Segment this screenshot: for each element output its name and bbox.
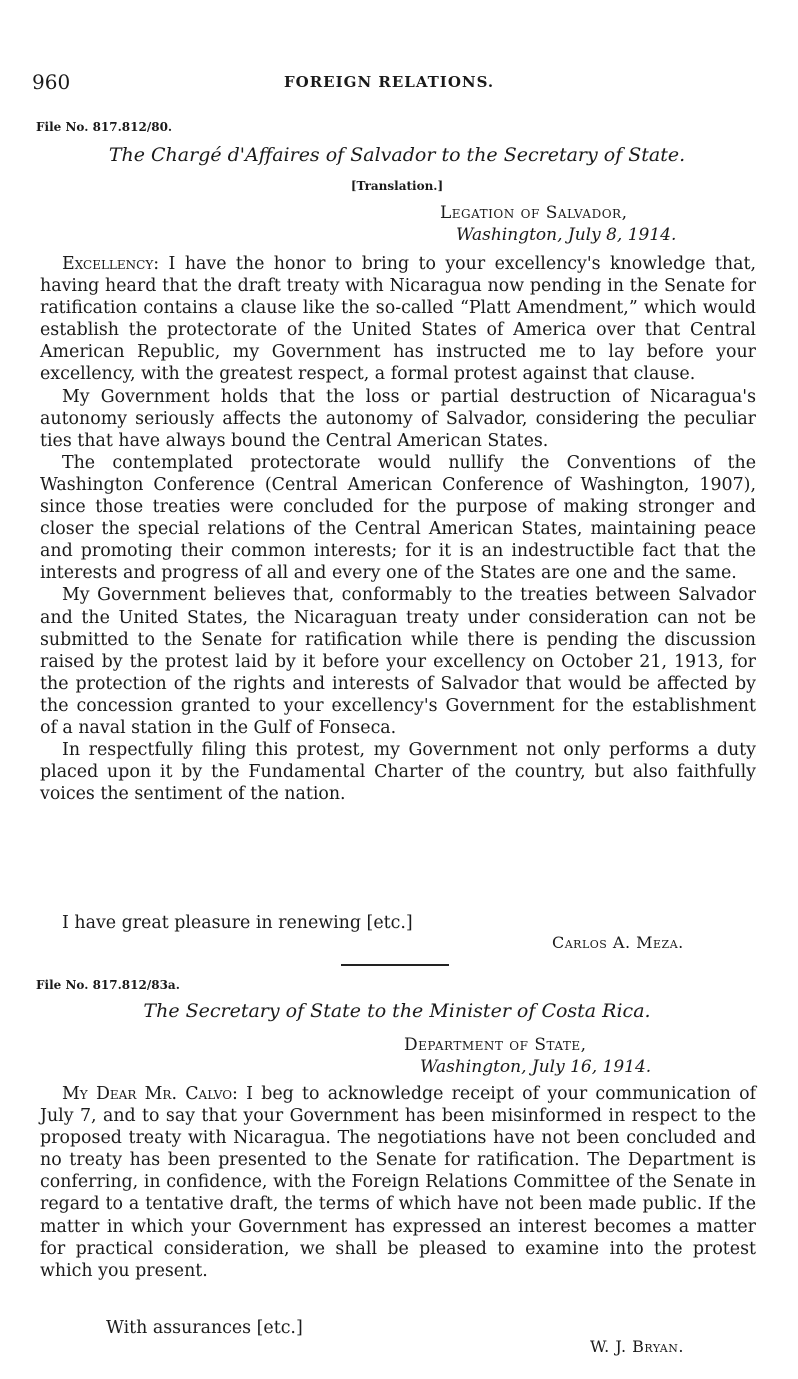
paragraph [40,253,756,386]
dateline-org-2: Department of State, [404,1035,587,1055]
letter-body-1 [40,253,756,805]
salutation-1: Excellency: [62,254,160,274]
paragraph-text: I beg to acknowledge receipt of your communication of July 7, and to say that your Government has been misinformed in respect to the proposed treaty with Nicaragua. The negotiations have not been concluded and no treaty has been presented to the Senate for ratification. The Department is conferring, in confidence, with the Foreign Relations Committee of the Senate in regard to a tentative draft, the terms of which have not been made public. If the matter in which your Government has expressed an interest becomes a matter for practical consideration, we shall be pleased to examine into the protest which you present. [40,1084,756,1281]
closing-2: With assurances [etc.] [106,1318,303,1338]
paragraph [40,1083,756,1282]
file-number-1: File No. 817.812/80. [36,120,173,134]
page-header [32,70,758,94]
dateline-place-2: Washington, July 16, 1914. [420,1057,652,1077]
section-divider [341,964,449,966]
signature-2: W. J. Bryan. [590,1337,684,1356]
paragraph-text: I have the honor to bring to your excellency's knowledge that, having heard that the draft treaty with Nicaragua now pending in the Senate for ratification contains a clause like the so-called “Platt Amendment,” which would establish the protectorate of the United States of America over that Central American Republic, my Government has instructed me to lay before your excellency, with the greatest respect, a formal protest against that clause. [40,254,756,385]
dateline-2 [404,1034,651,1078]
paragraph: My Government believes that, conformably to the treaties between Salvador and the United States, the Nicaraguan treaty under consideration can not be submitted to the Senate for ratification while there is pending the discussion raised by the protest laid by it before your excellency on October 21, 1913, for the protection of the rights and interests of Salvador that would be affected by the concession granted to your excellency's Government for the establishment of a naval station in the Gulf of Fonseca. [40,585,756,738]
dateline-place-1: Washington, July 8, 1914. [456,225,677,245]
translation-note: [Translation.] [350,179,444,193]
page-number: 960 [32,70,71,94]
paragraph: My Government holds that the loss or partial destruction of Nicaragua's autonomy seriously affects the autonomy of Salvador, considering the peculiar ties that have always bound the Central American States. [40,386,756,451]
letter-body-2 [40,1083,756,1282]
signature-1: Carlos A. Meza. [552,933,684,952]
paragraph: The contemplated protectorate would nullify the Conventions of the Washington Conference (Central American Conference of Washington, 1907), since those treaties were concluded for the purpose of making stronger and closer the special relations of the Central American States, maintaining peace and promoting their common interests; for it is an indestructible fact that the interests and progress of all and every one of the States are one and the same. [40,452,756,584]
letter-title-1: The Chargé d'Affaires of Salvador to the Secretary of State. [108,144,686,166]
dateline-org-1: Legation of Salvador, [440,203,628,223]
dateline-1 [440,202,676,246]
salutation-2: My Dear Mr. Calvo: [62,1084,238,1104]
file-number-2: File No. 817.812/83a. [36,978,180,992]
letter-title-2: The Secretary of State to the Minister of Costa Rica. [143,1000,651,1022]
paragraph: In respectfully filing this protest, my Government not only performs a duty placed upon it by the Fundamental Charter of the country, but also faithfully voices the sentiment of the nation. [40,740,756,805]
closing-1: I have great pleasure in renewing [etc.] [62,913,413,933]
running-head: FOREIGN RELATIONS. [284,73,495,91]
